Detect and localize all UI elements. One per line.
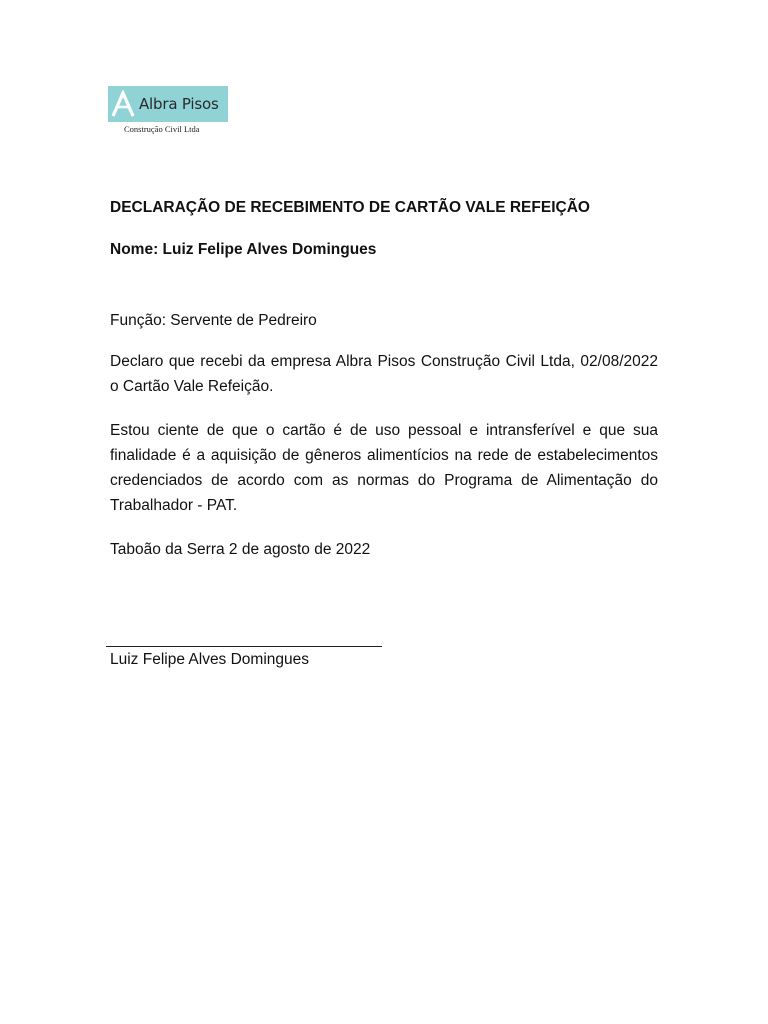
logo-name: Albra Pisos xyxy=(139,95,219,113)
signature-name: Luiz Felipe Alves Domingues xyxy=(110,651,310,668)
place-date: Taboão da Serra 2 de agosto de 2022 xyxy=(110,541,371,558)
logo-box xyxy=(108,86,228,122)
employee-function: Função: Servente de Pedreiro xyxy=(110,312,317,329)
employee-name: Nome: Luiz Felipe Alves Domingues xyxy=(110,241,377,258)
declaration-paragraph: Declaro que recebi da empresa Albra Pisos Construção Civil Ltda, 02/08/2022 o Cartão Vale Refeição. xyxy=(110,353,658,395)
awareness-paragraph: Estou ciente de que o cartão é de uso pessoal e intransferível e que sua finalidade é a aquisição de gêneros alimentícios na rede de estabelecimentos credenciados de acordo com as normas do Programa de Alimentação do Trabalhador - PAT. xyxy=(110,422,658,514)
logo-subtitle: Construção Civil Ltda xyxy=(124,124,200,134)
signature-line xyxy=(106,646,382,647)
letter-a-icon xyxy=(108,86,138,122)
company-logo xyxy=(108,86,228,134)
document-title: DECLARAÇÃO DE RECEBIMENTO DE CARTÃO VALE REFEIÇÃO xyxy=(110,199,590,216)
